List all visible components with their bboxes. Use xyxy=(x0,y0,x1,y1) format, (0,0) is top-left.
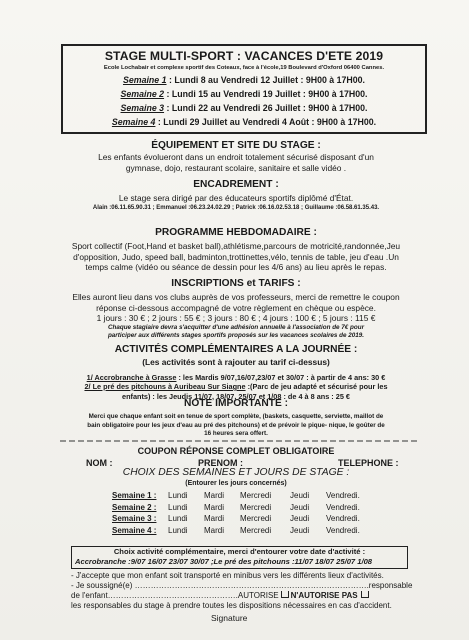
choix-activite-heading: Choix activité complémentaire, merci d'entourer votre date d'activité : xyxy=(113,547,366,556)
activites-heading: ACTIVITÉS COMPLÉMENTAIRES A LA JOURNÉE : xyxy=(114,344,358,355)
choix-section xyxy=(30,467,442,489)
week-4 xyxy=(67,115,421,129)
accepte-transport: - J'accepte que mon enfant soit transporté en minibus vers les différents lieux d'activités. xyxy=(71,571,384,580)
inscriptions-line: Elles auront lieu dans vos clubs auprès de vos professeurs, merci de remettre le coupon xyxy=(72,292,400,302)
day-option[interactable]: Lundi xyxy=(168,525,188,535)
semaine-row-2 xyxy=(112,503,368,515)
autorise-checkbox-icon[interactable] xyxy=(281,591,289,598)
stage-title: STAGE MULTI-SPORT : VACANCES D'ETE 2019 xyxy=(104,49,384,63)
semaine-label: Semaine 4 : xyxy=(112,525,157,535)
pre-pitchouns-label: 2/ Le pré des pitchouns à Auribeau Sur Siagne xyxy=(84,382,246,391)
encadrement-section xyxy=(30,178,442,212)
stage-address: Ecole Lochabair et complexe sportif des Coteaux, face à l'école,19 Boulevard d'Oxford 06400 Cannes. xyxy=(103,65,385,71)
note-heading: NOTE IMPORTANTE : xyxy=(184,398,288,409)
accrobranche-dates[interactable]: Accrobranche :9/07 16/07 23/07 30/07 xyxy=(75,557,209,566)
header-box xyxy=(61,44,427,134)
day-option[interactable]: Vendredi. xyxy=(326,525,360,535)
adhesion-note: participer aux différents stages sportifs proposés sur les vacances scolaires de 2019. xyxy=(107,332,365,339)
note-line: Merci que chaque enfant soit en tenue de sport complète, (baskets, casquette, serviette, maillot de xyxy=(88,413,384,420)
programme-line: temps calme (vidéo ou séance de dessin pour les 4/6 ans) au lieu après le repas. xyxy=(85,262,387,272)
encadrement-line: Le stage sera dirigé par des éducateurs sportifs diplômé d'État. xyxy=(118,193,354,203)
week-2 xyxy=(67,87,421,101)
programme-line: Sport collectif (Foot,Hand et basket ball),athlétisme,parcours de motricité,randonnée,Jeu xyxy=(71,241,401,251)
activite-choice-box xyxy=(71,546,408,569)
soussigne-line[interactable]: - Je soussigné(e) …………………………………………………………………………….responsable xyxy=(71,581,413,590)
telephone-label: TELEPHONE : xyxy=(338,458,399,468)
semaines-table xyxy=(112,491,368,537)
day-option[interactable]: Lundi xyxy=(168,514,188,523)
day-option[interactable]: Mardi xyxy=(204,514,225,523)
activite-pre-pitchouns xyxy=(30,382,442,392)
n-autorise-pas-label: N'AUTORISE PAS xyxy=(290,591,358,600)
day-option[interactable]: Mardi xyxy=(204,491,225,500)
activite-accrobranche xyxy=(30,373,442,383)
day-option[interactable]: Mercredi xyxy=(240,525,272,535)
adhesion-note: Chaque stagiaire devra s'acquitter d'une adhésion annuelle à l'association de 7€ pour xyxy=(107,323,365,331)
prenom-label: PRENOM : xyxy=(198,458,243,468)
note-section xyxy=(30,397,442,439)
week-label: Semaine 2 xyxy=(120,89,165,99)
programme-heading: PROGRAMME HEBDOMADAIRE : xyxy=(155,227,317,238)
semaine-row-1 xyxy=(112,491,368,503)
cut-line xyxy=(60,439,420,443)
day-option[interactable]: Mercredi xyxy=(240,502,272,512)
autorisation-line xyxy=(71,591,431,601)
semaine-row-3 xyxy=(112,514,368,526)
equipement-line: gymnase, dojo, restaurant scolaire, sanitaire et salle vidéo . xyxy=(125,162,347,173)
day-option[interactable]: Mardi xyxy=(204,502,225,512)
week-label: Semaine 4 xyxy=(111,117,156,127)
nom-label: NOM : xyxy=(86,458,113,468)
day-option[interactable]: Mercredi xyxy=(240,491,272,500)
entourer-note: (Entourer les jours concernés) xyxy=(185,480,287,487)
activites-subheading: (Les activités sont à rajouter au tarif ci-dessus) xyxy=(142,357,330,367)
inscriptions-section xyxy=(30,277,442,341)
week-dates: : Lundi 29 Juillet au Vendredi 4 Août : 9H00 à 17H00. xyxy=(155,117,377,127)
week-3 xyxy=(67,101,421,115)
pre-pitchouns-dates-choice[interactable]: ;Le pré des pitchouns :11/07 18/07 25/07 1/08 xyxy=(208,557,373,566)
semaine-row-4 xyxy=(112,526,368,538)
note-line: 16 heures sera offert. xyxy=(204,430,268,437)
day-option[interactable]: Jeudi xyxy=(290,514,310,523)
day-option[interactable]: Jeudi xyxy=(290,502,310,512)
day-option[interactable]: Jeudi xyxy=(290,525,310,535)
pre-pitchouns-text: :(Parc de jeu adapté et sécurisé pour les xyxy=(245,382,388,391)
coupon-heading-wrap xyxy=(30,446,442,457)
choix-heading: CHOIX DES SEMAINES ET JOURS DE STAGE : xyxy=(122,467,350,478)
week-1 xyxy=(67,73,421,87)
inscriptions-heading: INSCRIPTIONS et TARIFS : xyxy=(171,278,301,289)
semaine-label: Semaine 2 : xyxy=(112,502,157,512)
semaine-label: Semaine 3 : xyxy=(112,514,157,523)
programme-line: d'opposition, Judo, speed ball, badminton,trottinettes,vélo, tennis de table, jeu d'eau .Un xyxy=(73,251,399,262)
inscriptions-line: réponse ci-dessous accompagné de votre règlement en chèque ou espèce. xyxy=(96,302,376,313)
tarifs-line: 1 jours : 30 € ; 2 jours : 55 € ; 3 jours : 80 € ; 4 jours : 100 € ; 5 jours : 115 € xyxy=(96,313,376,323)
equipement-line: Les enfants évolueront dans un endroit totalement sécurisé disposant d'un xyxy=(98,152,374,162)
day-option[interactable]: Lundi xyxy=(168,491,188,500)
day-option[interactable]: Jeudi xyxy=(290,491,310,500)
pre-pitchouns-dates: enfants) : les Jeudis 11/07, 18/07, 25/07 et 1/08 : de 4 à 8 ans : 25 € xyxy=(122,391,350,401)
activite-dates-line xyxy=(72,557,407,567)
activites-section xyxy=(30,343,442,401)
signature-label: Signature xyxy=(211,613,248,623)
note-line: bain obligatoire pour les jeux d'eau au pré des pitchouns) et de prévoir le pique- nique, le goûter de xyxy=(87,421,385,429)
day-option[interactable]: Vendredi. xyxy=(326,514,360,523)
equipement-heading: ÉQUIPEMENT ET SITE DU STAGE : xyxy=(151,140,321,151)
semaine-label: Semaine 1 : xyxy=(112,491,157,500)
week-dates: : Lundi 15 au Vendredi 19 Juillet : 9H00 à 17H00. xyxy=(164,89,368,99)
enfant-field[interactable]: de l'enfant………………………………………….AUTORISE xyxy=(71,591,279,600)
week-label: Semaine 3 xyxy=(120,103,165,113)
accrobranche-text: : les Mardis 9/07,16/07,23/07 et 30/07 : à partir de 4 ans: 30 € xyxy=(176,372,386,382)
responsables-line: les responsables du stage à prendre toutes les dispositions nécessaires en cas d'accident. xyxy=(71,601,392,610)
week-label: Semaine 1 xyxy=(122,75,167,85)
n-autorise-pas-checkbox-icon[interactable] xyxy=(361,591,369,598)
week-dates: : Lundi 22 au Vendredi 26 Juillet : 9H00 à 17H00. xyxy=(164,103,368,113)
day-option[interactable]: Vendredi. xyxy=(326,491,360,500)
day-option[interactable]: Vendredi. xyxy=(326,502,360,512)
day-option[interactable]: Mardi xyxy=(204,525,225,535)
encadrement-heading: ENCADREMENT : xyxy=(193,179,279,190)
accrobranche-label: 1/ Accrobranche à Grasse xyxy=(86,372,177,382)
coupon-heading: COUPON RÉPONSE COMPLET OBLIGATOIRE xyxy=(137,446,335,456)
day-option[interactable]: Mercredi xyxy=(240,514,272,523)
week-dates: : Lundi 8 au Vendredi 12 Juillet : 9H00 à 17H00. xyxy=(166,75,366,85)
encadrement-contacts: Alain :06.11.65.90.31 ; Emmanuel :06.23.24.02.29 ; Patrick :06.16.02.53.18 ; Guillaume :06.58.61.35.43. xyxy=(92,204,380,211)
programme-section xyxy=(30,226,442,273)
day-option[interactable]: Lundi xyxy=(168,502,188,512)
equipement-section xyxy=(30,139,442,173)
